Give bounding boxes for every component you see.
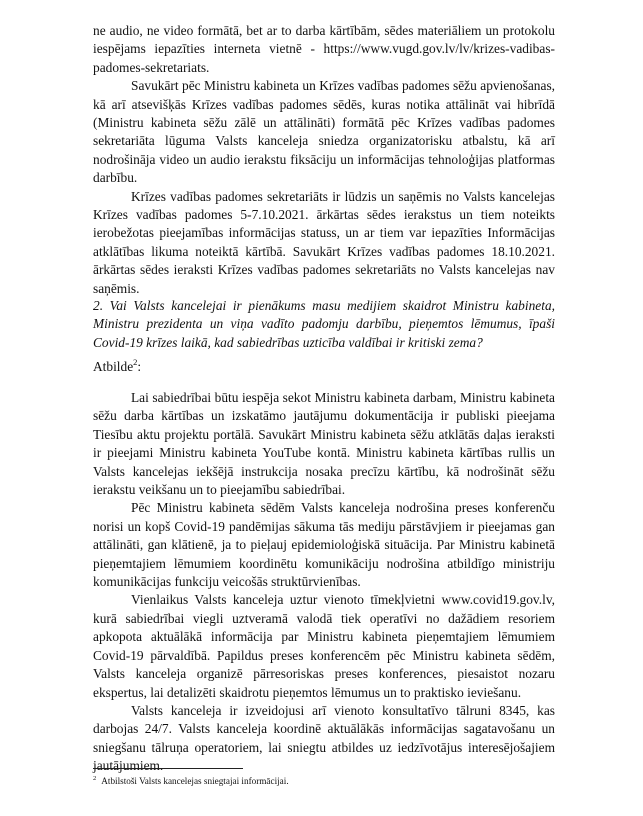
paragraph-group-answer xyxy=(93,389,555,776)
answer-label-colon: : xyxy=(137,359,142,374)
answer-label xyxy=(93,358,141,376)
paragraph-covid-website: Vienlaikus Valsts kanceleja uztur vienoto tīmekļvietni www.covid19.gov.lv, kurā sabiedrībai viegli uztveramā valodā tiek operatīvi no dažādiem resoriem apkopota aktuālākā informācija par Ministru kabineta pieņemtajiem lēmumiem Covid-19 pārvaldībā. Papildus preses konferencēm pēc Ministru kabineta sēdēm, Valsts kanceleja organizē pārresoriskas preses konferences, piesaistot nozaru ekspertus, lai detalizēti skaidrotu pieņemtos lēmumus un to praktisko ieviešanu. xyxy=(93,592,555,700)
question-2: 2. Vai Valsts kancelejai ir pienākums masu medijiem skaidrot Ministru kabineta, Ministru prezidenta un viņa vadīto padomju darbību, pieņemtos lēmumus, īpaši Covid-19 krīzes laikā, kad sabiedrības uzticība valdībai ir kritiski zema? xyxy=(93,298,555,350)
footnote-text: Atbilstoši Valsts kancelejas sniegtajai informācijai. xyxy=(101,776,289,786)
footnote-reference: 2 xyxy=(133,357,138,367)
footnote-mark: 2 xyxy=(93,775,97,782)
paragraph-cabinet-documentation: Lai sabiedrībai būtu iespēja sekot Ministru kabineta darbam, Ministru kabineta sēžu darba kārtības un izskatāmo jautājumu dokumentācija ir publiski pieejama Tiesību aktu projektu portālā. Savukārt Ministru kabineta sēžu atklātās daļas ieraksti ir pieejami Ministru kabineta YouTube kontā. Ministru kabineta kārtības rullis un Valsts kancelejas iekšējā instrukcija nosaka precīzu kārtību, kā nodrošināt sēžu ierakstu veikšanu un to pieejamību sabiedrībai. xyxy=(93,390,555,498)
paragraph-hotline: Valsts kanceleja ir izveidojusi arī vienoto konsultatīvo tālruni 8345, kas darbojas 24/7. Valsts kanceleja koordinē aktuālākās informācijas sagatavošanu un sniegšanu tālruņa operatoriem, lai sniegtu atbildes uz iedzīvotājus interesējošajiem jautājumiem. xyxy=(93,702,555,774)
answer-label-text: Atbilde xyxy=(93,359,134,374)
paragraph-vugd-link: ne audio, ne video formātā, bet ar to darba kārtībām, sēdes materiāliem un protokolu iespējams iepazīties interneta vietnē - https://www.vugd.gov.lv/lv/krizes-vadibas-padomes-sekretariats. xyxy=(93,23,555,75)
footnote-divider xyxy=(93,768,243,769)
paragraph-press-conferences: Pēc Ministru kabineta sēdēm Valsts kanceleja nodrošina preses konferenču norisi un kopš Covid-19 pandēmijas sākuma tās mediju pārstāvjiem ir pieejamas gan attālināti, gan klātienē, ja to pieļauj epidemioloģiskā situācija. Par Ministru kabinetā pieņemtajiem lēmumiem koordinētu komunikāciju nodrošina atbildīgo ministriju komunikācijas funkciju veicošās struktūrvienības. xyxy=(93,500,555,590)
paragraph-recordings-status: Krīzes vadības padomes sekretariāts ir lūdzis un saņēmis no Valsts kancelejas Krīzes vadības padomes 5-7.10.2021. ārkārtas sēdes ierakstus un tiem noteikts ierobežotas pieejamības informācijas statuss, un ar tiem var iepazīties Informācijas atklātības likuma noteiktā kārtībā. Savukārt Krīzes vadības padomes 18.10.2021. ārkārtas sēdes ieraksti Krīzes vadības padomes sekretariāts no Valsts kancelejas nav saņēmis. xyxy=(93,188,555,296)
footnote xyxy=(93,775,289,787)
paragraph-group-crisis-council xyxy=(93,22,555,298)
paragraph-hybrid-sessions: Savukārt pēc Ministru kabineta un Krīzes vadības padomes sēžu apvienošanas, kā arī atsevišķās Krīzes vadības padomes sēdēs, kuras notika attālināt vai hibrīdā (Ministru kabineta sēžu zālē un attālināti) formātā pēc Krīzes vadības padomes sekretariāta lūguma Valsts kanceleja sniedza organizatorisku atbalstu, kā arī nodrošināja video un audio ierakstu fiksāciju un informācijas tehnoloģijas platformas darbību. xyxy=(93,78,555,186)
